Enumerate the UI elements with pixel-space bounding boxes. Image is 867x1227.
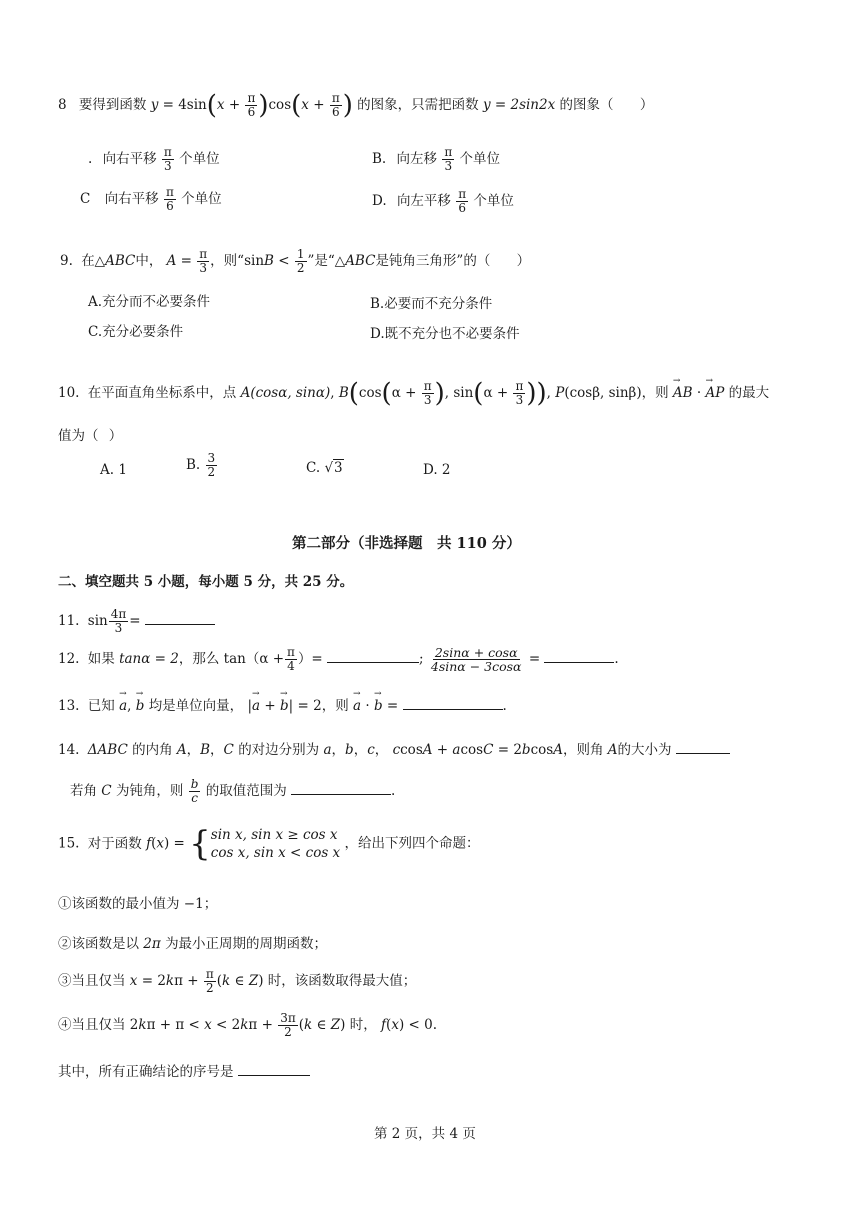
q8-option-d[interactable]: D. 向左平移 $\frac{\pi}{6}$ 个单位 (372, 187, 514, 215)
q11-answer-blank[interactable] (145, 612, 215, 625)
question-8: 8 要得到函数 y = 4sin(x + $\frac{\pi}{6}$ )cos(x + $\frac{\pi}{6}$ ) 的图象，只需把函数 y = 2sin2x 的图象（ ） (58, 90, 654, 121)
question-9: 9. 在△ABC中， A = $\frac{\pi}{3}$ ，则“sinB < $\frac{1}{2}$ ”是“△ABC是钝角三角形”的（ ） (60, 247, 531, 275)
q14-answer-blank-1[interactable] (676, 741, 730, 754)
q8-frac-2: $\frac{\pi}{6}$ (331, 91, 340, 119)
q14-answer-blank-2[interactable] (291, 782, 391, 795)
q12-answer-blank-1[interactable] (327, 650, 419, 663)
q12-answer-blank-2[interactable] (544, 650, 614, 663)
q8-text-c: 的图象（ (559, 97, 614, 113)
q8-func: y (150, 97, 159, 113)
q15-item-4: ④当且仅当 2kπ + π < x < 2kπ + $\frac{3\pi}{2}$ (k ∈ Z) 时， f(x) < 0. (58, 1011, 437, 1039)
q8-expr-b: y = 2sin2x (482, 97, 556, 113)
q9-option-b[interactable]: B.必要而不充分条件 (370, 296, 493, 312)
question-15: 15. 对于函数 f(x) = { sin x, sin x ≥ cos x cos x, sin x < cos x ，给出下列四个命题： (58, 824, 480, 864)
q8-option-b[interactable]: B. 向左移 $\frac{\pi}{3}$ 个单位 (372, 145, 500, 173)
page-footer: 第 2 页，共 4 页 (374, 1126, 476, 1142)
section2-title: 二、填空题共 5 小题，每小题 5 分，共 25 分。 (58, 574, 354, 590)
q10-option-b[interactable]: B. $\frac{3}{2}$ (186, 451, 216, 479)
question-14: 14. ΔABC 的内角 A，B，C 的对边分别为 a，b，c， ccosA + acosC = 2bcosA，则角 A的大小为 (58, 738, 730, 758)
q8-option-a[interactable]: . 向右平移 $\frac{\pi}{3}$ 个单位 (88, 145, 220, 173)
q8-number: 8 (58, 97, 67, 113)
question-11: 11. sin $\frac{4\pi}{3}$ = (58, 608, 215, 635)
q15-item-3: ③当且仅当 x = 2kπ + $\frac{\pi}{2}$ (k ∈ Z) 时，该函数取得最大值； (58, 967, 417, 995)
question-10: 10. 在平面直角坐标系中，点 A(cosα, sinα), B(cos(α + $\frac{\pi}{3}$ ), sin(α + $\frac{\pi}{3}$ )), P(cosβ, sinβ)，则 → AB · → AP 的最大 (58, 380, 769, 407)
q8-frac-1: $\frac{\pi}{6}$ (247, 91, 256, 119)
q8-text-b: 的图象，只需把函数 (357, 97, 479, 113)
q10-option-c[interactable]: C. √3 (306, 460, 343, 476)
q15-item-2: ②该函数是以 2π 为最小正周期的周期函数； (58, 936, 328, 952)
q9-option-c[interactable]: C.充分必要条件 (88, 324, 184, 340)
part2-title: 第二部分（非选择题 共 110 分） (292, 535, 521, 552)
q15-summary: 其中，所有正确结论的序号是 (58, 1060, 310, 1080)
q8-text-a: 要得到函数 (78, 97, 147, 113)
q15-item-1: ①该函数的最小值为 −1； (58, 896, 218, 912)
q14-line2: 若角 C 为钝角，则 $\frac{b}{c}$ 的取值范围为 . (70, 777, 396, 805)
q10-option-a[interactable]: A. 1 (100, 462, 127, 478)
q13-answer-blank[interactable] (403, 697, 503, 710)
q9-option-a[interactable]: A.充分而不必要条件 (88, 294, 211, 310)
q8-paren-close: ） (639, 97, 654, 113)
question-12: 12. 如果 tanα = 2，那么 tan（α + $\frac{\pi}{4}$ ）= ; $\frac{2\sin\alpha + \cos\alpha}{4\sin\alpha - 3\cos\alpha}$ = . (58, 645, 619, 674)
q8-option-c[interactable]: C 向右平移 $\frac{\pi}{6}$ 个单位 (80, 185, 222, 213)
q10-line2: 值为（ ） (58, 428, 123, 444)
q15-answer-blank[interactable] (238, 1063, 310, 1076)
question-13: 13. 已知 → a, → b 均是单位向量， |→ a + → b| = 2，则 → a · → b = . (58, 694, 507, 714)
q10-option-d[interactable]: D. 2 (423, 462, 451, 478)
q9-option-d[interactable]: D.既不充分也不必要条件 (370, 326, 520, 342)
